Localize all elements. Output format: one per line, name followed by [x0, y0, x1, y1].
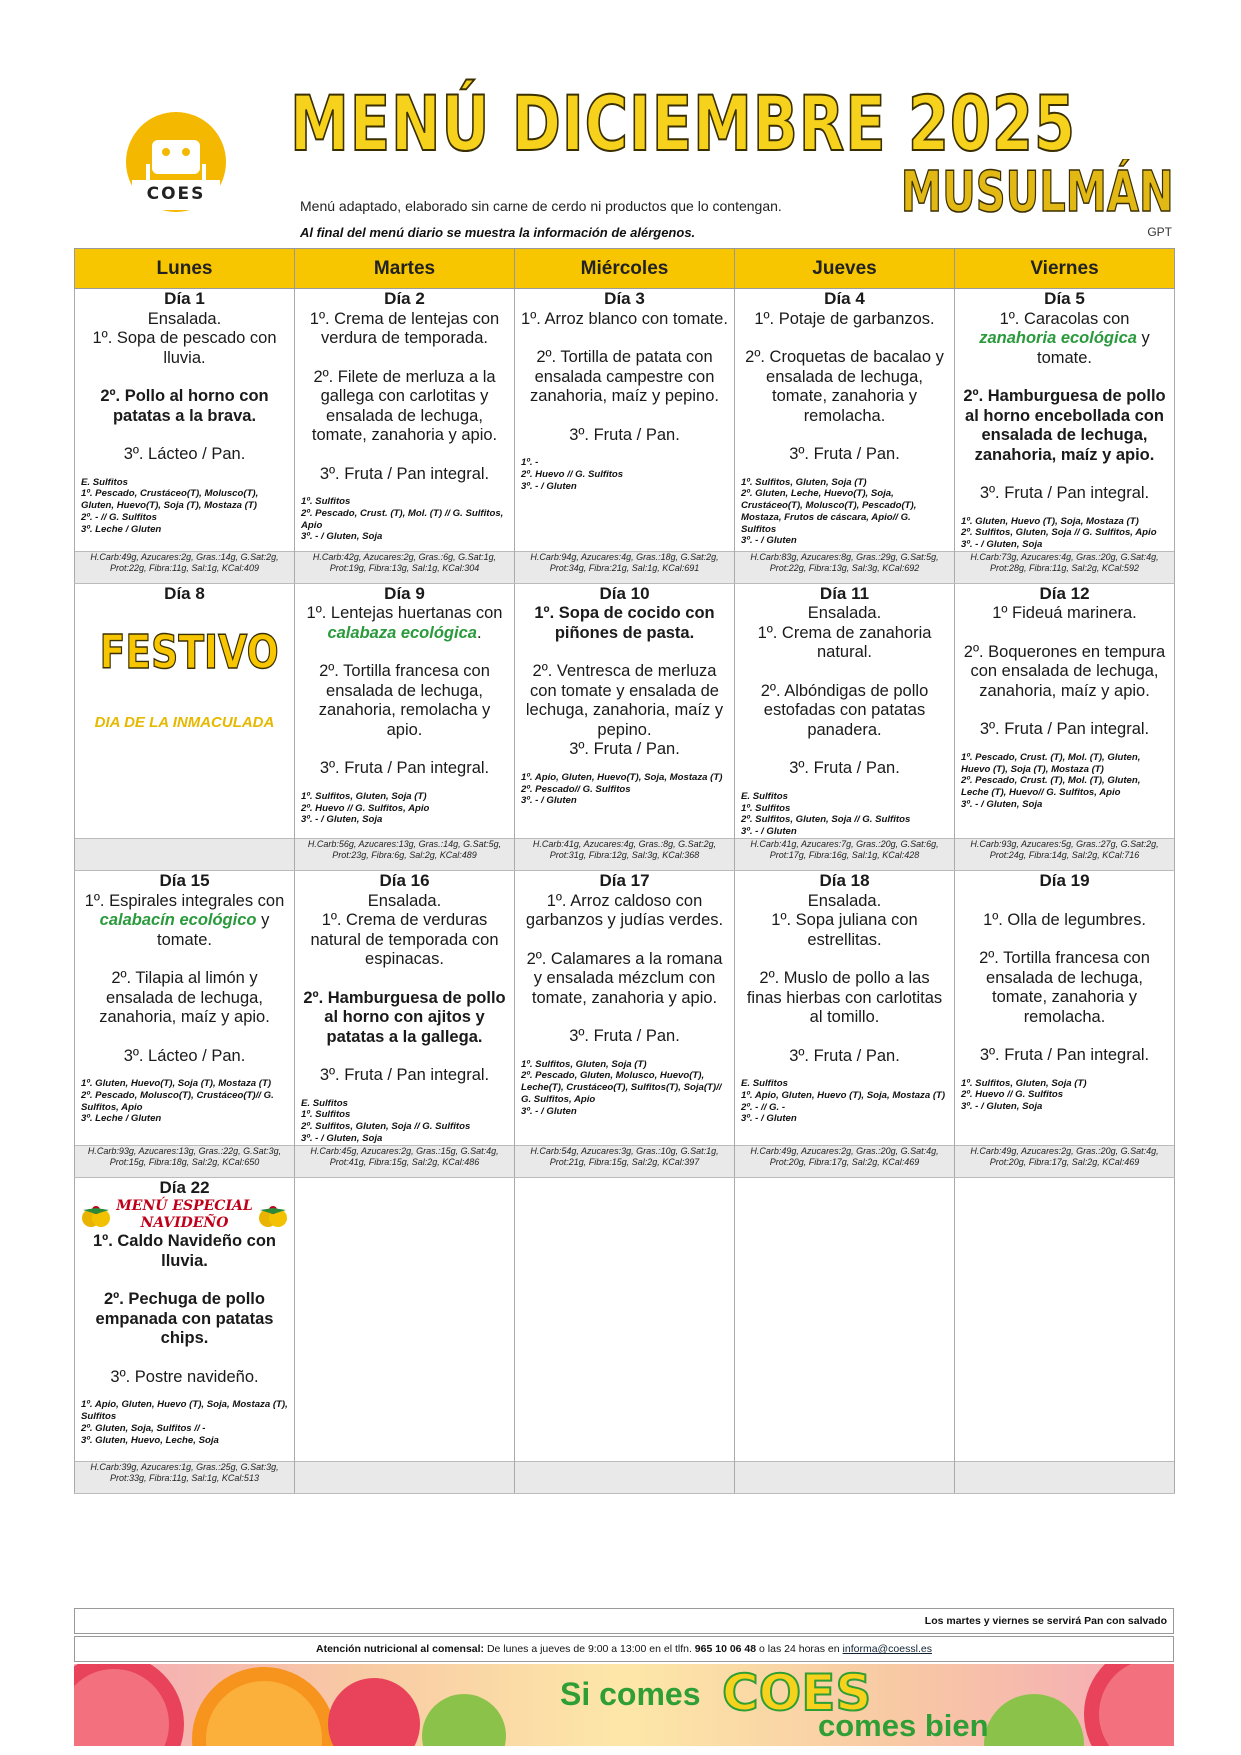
day-label: Día 9 — [384, 583, 425, 603]
allergen-block — [521, 1059, 728, 1118]
nutrition-info: H.Carb:94g, Azucares:4g, Gras.:18g, G.Sat:2g, Prot:34g, Fibra:21g, Sal:1g, KCal:691 — [530, 551, 719, 573]
allergen-line: 2º. Sulfitos, Gluten, Soja // G. Sulfitos — [741, 814, 911, 826]
spacer — [741, 426, 948, 445]
spacer — [961, 701, 1168, 720]
allergen-line: 2º. Sulfitos, Gluten, Soja // G. Sulfitos, Apio — [961, 527, 1157, 539]
spacer — [741, 329, 948, 348]
day-label: Día 5 — [1044, 289, 1085, 308]
day-cell — [75, 871, 295, 1146]
day-cell — [955, 583, 1175, 838]
spacer — [961, 624, 1168, 643]
allergen-block — [81, 1078, 288, 1125]
dish-line: 3º. Fruta / Pan. — [569, 1027, 680, 1046]
special-menu-banner — [81, 1198, 288, 1232]
nutrition-cell — [295, 551, 515, 583]
dish-line: Ensalada. — [147, 309, 222, 328]
spacer — [301, 1047, 508, 1066]
day-label: Día 3 — [604, 289, 645, 308]
eco-ingredient: zanahoria ecológica — [979, 329, 1137, 347]
day-cell — [735, 289, 955, 552]
menu-table — [74, 248, 1175, 1494]
allergen-line: 1º. Pescado, Crustáceo(T), Molusco(T), Gluten, Huevo(T), Soja (T), Mostaza (T) — [81, 488, 259, 512]
dish-line: 2º. Hamburguesa de pollo al horno con ajitos y patatas a la gallega. — [303, 988, 506, 1046]
day-cell — [515, 583, 735, 838]
dish-line: 2º. Pollo al horno con patatas a la brava. — [100, 387, 269, 425]
dish-line: 2º. Hamburguesa de pollo al horno encebollada con ensalada de lechuga, zanahoria, maíz y apio. — [963, 387, 1166, 464]
spacer — [301, 446, 508, 465]
day-cell — [515, 1177, 735, 1461]
allergen-line: 1º. Sulfitos, Gluten, Soja (T) — [741, 476, 867, 488]
spacer — [81, 1028, 288, 1047]
allergen-line: 3º. - / Gluten, Soja — [961, 539, 1043, 551]
allergen-line: E. Sulfitos — [741, 1078, 788, 1090]
dish-line: 2º. Boquerones en tempura con ensalada de lechuga, zanahoria, maíz y apio. — [963, 642, 1166, 700]
contact-email-link[interactable]: informa@coessl.es — [842, 1643, 932, 1655]
day-cell — [735, 583, 955, 838]
dish-line: 2º. Tortilla de patata con ensalada campestre con zanahoria, maíz y pepino. — [530, 348, 719, 405]
banner-text-si-comes: Si comes — [560, 1676, 701, 1712]
allergen-line: 1º. Gluten, Huevo(T), Soja (T), Mostaza (T) — [81, 1078, 272, 1090]
spacer — [521, 407, 728, 426]
dish-line: 1º. Arroz caldoso con garbanzos y judías verdes. — [525, 891, 724, 930]
allergen-line: 3º. - / Gluten, Soja — [301, 814, 383, 826]
allergen-block — [741, 1078, 948, 1125]
dish-line: 1º. Sopa juliana con estrellitas. — [771, 911, 918, 949]
logo-text: COES — [146, 184, 206, 204]
allergen-line: 1º. Sulfitos — [301, 496, 351, 507]
allergen-line: E. Sulfitos — [81, 476, 128, 488]
allergen-line: 2º. Gluten, Leche, Huevo(T), Soja, Crustáceo(T), Molusco(T), Pescado(T), Mostaza, Frutos de cáscara, Apio// G. Sulfitos — [741, 488, 917, 535]
dish-line: 3º. Fruta / Pan. — [569, 425, 680, 444]
nutrition-info: H.Carb:54g, Azucares:3g, Gras.:10g, G.Sat:1g, Prot:21g, Fibra:15g, Sal:2g, KCal:397 — [530, 1145, 719, 1167]
page-subtitle: MUSULMÁN — [901, 160, 1174, 225]
nutrition-info: H.Carb:49g, Azucares:2g, Gras.:20g, G.Sat:4g, Prot:20g, Fibra:17g, Sal:2g, KCal:469 — [750, 1145, 939, 1167]
dish-line: 1º. Espirales integrales con calabacín ecológico y tomate. — [84, 891, 285, 949]
day-label: Día 16 — [379, 871, 430, 891]
weekday-header: Viernes — [955, 249, 1175, 289]
allergen-block — [741, 791, 948, 838]
menu-week-row — [75, 1177, 1175, 1461]
spacer — [521, 329, 728, 348]
dish-line: 1º. Potaje de garbanzos. — [754, 309, 935, 328]
nutrition-row — [75, 1461, 1175, 1493]
day-label: Día 2 — [384, 289, 425, 308]
allergen-line: 2º. Pescado, Gluten, Molusco, Huevo(T), Leche(T), Crustáceo(T), Sulfitos(T), Soja(T)// G. Sulfitos, Apio — [521, 1070, 722, 1105]
dish-line: 1º. Crema de lentejas con verdura de temporada. — [309, 309, 500, 347]
day-cell — [515, 871, 735, 1146]
nutrition-row — [75, 551, 1175, 583]
nutrition-cell — [295, 1461, 515, 1493]
allergen-line: 1º. Sulfitos — [741, 802, 791, 814]
allergen-line: 3º. Leche / Gluten — [81, 1113, 162, 1125]
day-label: Día 19 — [1039, 871, 1090, 891]
nutrition-cell — [75, 551, 295, 583]
spacer — [741, 950, 948, 969]
dish-line: 1º. Caracolas con zanahoria ecológica y tomate. — [979, 309, 1150, 367]
holiday-label: FESTIVO — [99, 625, 279, 680]
dish-line: Ensalada. — [807, 891, 882, 910]
dish-line: 3º. Fruta / Pan integral. — [319, 759, 490, 778]
dish-line: 1º. Arroz blanco con tomate. — [521, 309, 728, 328]
contact-label: Atención nutricional al comensal: — [316, 1643, 485, 1655]
spacer — [741, 1028, 948, 1047]
day-cell — [955, 1177, 1175, 1461]
nutrition-info: H.Carb:39g, Azucares:1g, Gras.:25g, G.Sat:3g, Prot:33g, Fibra:11g, Sal:1g, KCal:513 — [90, 1461, 279, 1483]
nutrition-row — [75, 839, 1175, 871]
allergen-line: 3º. - / Gluten — [741, 1113, 797, 1125]
allergen-block — [301, 496, 508, 543]
dish-line: 2º. Croquetas de bacalao y ensalada de lechuga, tomate, zanahoria y remolacha. — [745, 348, 944, 425]
spacer — [301, 970, 508, 989]
day-label: Día 1 — [164, 289, 205, 308]
day-cell — [735, 871, 955, 1146]
page-title: MENÚ DICIEMBRE 2025 — [290, 79, 1076, 168]
nutrition-cell — [515, 1461, 735, 1493]
nutrition-cell — [295, 839, 515, 871]
dish-line: 2º. Tilapia al limón y ensalada de lechuga, zanahoria, maíz y apio. — [99, 969, 270, 1027]
allergen-line: 2º. Pescado// G. Sulfitos — [521, 783, 631, 795]
dish-line: 3º. Fruta / Pan. — [569, 740, 680, 759]
spacer — [521, 1008, 728, 1027]
nutrition-cell — [735, 839, 955, 871]
day-label: Día 12 — [1039, 583, 1090, 603]
dish-line: 1º. Olla de legumbres. — [983, 910, 1146, 929]
day-label: Día 11 — [819, 583, 870, 603]
allergen-block — [961, 516, 1168, 551]
nutrition-info: H.Carb:83g, Azucares:8g, Gras.:29g, G.Sat:5g, Prot:22g, Fibra:13g, Sal:3g, KCal:692 — [750, 551, 939, 573]
allergen-line: 2º. Huevo // G. Sulfitos — [521, 468, 624, 480]
spacer — [81, 1271, 288, 1290]
nutrition-info: H.Carb:41g, Azucares:7g, Gras.:20g, G.Sat:6g, Prot:17g, Fibra:16g, Sal:1g, KCal:428 — [750, 839, 939, 861]
nutrition-cell — [735, 1461, 955, 1493]
dish-line: 3º. Lácteo / Pan. — [123, 445, 246, 463]
dish-line: 1º. Sopa de cocido con piñones de pasta. — [534, 604, 715, 642]
allergen-block — [961, 1078, 1168, 1113]
nutrition-cell — [735, 1145, 955, 1177]
dish-line: 3º. Fruta / Pan integral. — [319, 1066, 490, 1085]
allergen-block — [301, 791, 508, 826]
nutrition-cell — [955, 551, 1175, 583]
nutrition-info: H.Carb:73g, Azucares:4g, Gras.:20g, G.Sat:4g, Prot:28g, Fibra:11g, Sal:2g, KCal:592 — [970, 551, 1159, 573]
spacer — [81, 950, 288, 969]
day-label: Día 8 — [164, 583, 205, 603]
allergen-line: 2º. Pescado, Crust. (T), Mol. (T) // G. Sulfitos, Apio — [301, 507, 504, 531]
weekday-header-row — [75, 249, 1175, 289]
allergen-line: 3º. Gluten, Huevo, Leche, Soja — [81, 1434, 219, 1446]
bread-note: Los martes y viernes se servirá Pan con salvado — [74, 1608, 1174, 1634]
day-cell — [295, 289, 515, 552]
day-cell — [295, 583, 515, 838]
special-menu-label: MENÚ ESPECIAL — [116, 1198, 253, 1215]
allergen-line: 2º. Gluten, Soja, Sulfitos // - — [81, 1422, 206, 1434]
dish-line: 2º. Calamares a la romana y ensalada mézclum con tomate, zanahoria y apio. — [526, 949, 723, 1007]
spacer — [961, 368, 1168, 387]
day-cell — [295, 1177, 515, 1461]
contact-text-2: o las 24 horas en — [759, 1643, 840, 1655]
nutrition-row — [75, 1145, 1175, 1177]
menu-code: GPT — [1147, 225, 1172, 239]
allergen-line: 3º. Leche / Gluten — [81, 523, 162, 535]
allergen-line: 3º. - / Gluten — [521, 1105, 577, 1117]
day-label: Día 15 — [159, 871, 210, 891]
day-label: Día 18 — [819, 871, 870, 891]
nutrition-info: H.Carb:45g, Azucares:2g, Gras.:15g, G.Sat:4g, Prot:41g, Fibra:15g, Sal:2g, KCal:486 — [310, 1145, 499, 1167]
allergen-block — [301, 1098, 508, 1145]
day-cell — [955, 871, 1175, 1146]
day-cell — [515, 289, 735, 552]
allergen-block — [961, 752, 1168, 811]
dish-line: 3º. Postre navideño. — [110, 1367, 259, 1386]
spacer — [521, 931, 728, 950]
dish-line: 3º. Fruta / Pan. — [789, 1046, 900, 1065]
allergen-line: E. Sulfitos — [301, 1097, 348, 1109]
allergen-line: 2º. Huevo // G. Sulfitos, Apio — [301, 802, 430, 814]
spacer — [81, 426, 288, 445]
nutrition-cell — [515, 551, 735, 583]
nutrition-cell — [75, 1461, 295, 1493]
allergen-line: 1º. - — [521, 457, 539, 468]
day-cell — [75, 583, 295, 838]
dish-line: 1º. Sopa de pescado con lluvia. — [92, 329, 277, 367]
day-label: Día 22 — [159, 1177, 210, 1197]
weekday-header: Martes — [295, 249, 515, 289]
day-label: Día 17 — [599, 871, 650, 891]
nutrition-cell — [75, 839, 295, 871]
allergen-line: 2º. Sulfitos, Gluten, Soja // G. Sulfitos — [301, 1121, 471, 1133]
allergen-block — [81, 477, 288, 536]
allergen-line: 2º. - // G. - — [741, 1101, 786, 1113]
dish-line: Ensalada. — [367, 891, 442, 910]
dish-line: 1º. Caldo Navideño con lluvia. — [93, 1232, 276, 1270]
banner-text-comes-bien: comes bien — [818, 1708, 989, 1743]
nutrition-info: H.Carb:93g, Azucares:13g, Gras.:22g, G.Sat:3g, Prot:15g, Fibra:18g, Sal:2g, KCal:650 — [87, 1145, 282, 1167]
spacer — [301, 740, 508, 759]
day-cell — [75, 1177, 295, 1461]
day-cell — [735, 1177, 955, 1461]
spacer — [961, 465, 1168, 484]
special-menu-label: NAVIDEÑO — [140, 1215, 229, 1232]
spacer — [301, 349, 508, 368]
menu-week-row — [75, 583, 1175, 838]
allergen-line: 3º. - / Gluten — [741, 826, 797, 838]
spacer — [521, 643, 728, 662]
dish-line: 3º. Fruta / Pan integral. — [979, 484, 1150, 502]
allergen-block — [81, 1399, 288, 1446]
nutrition-cell — [295, 1145, 515, 1177]
allergen-line: 2º. - // G. Sulfitos — [81, 511, 157, 523]
nutrition-cell — [515, 839, 735, 871]
allergen-line: 1º. Sulfitos — [301, 1109, 351, 1121]
menu-body — [75, 289, 1175, 1494]
spacer — [741, 740, 948, 759]
allergen-line: 1º. Apio, Gluten, Huevo (T), Soja, Mostaza (T) — [741, 1089, 946, 1101]
day-label: Día 4 — [824, 289, 865, 308]
contact-phone: 965 10 06 48 — [694, 1643, 757, 1655]
allergen-line: 3º. - / Gluten — [521, 480, 577, 492]
nutrition-cell — [515, 1145, 735, 1177]
dish-line: 2º. Tortilla francesa con ensalada de lechuga, tomate, zanahoria y remolacha. — [979, 949, 1150, 1026]
menu-note: Menú adaptado, elaborado sin carne de cerdo ni productos que lo contengan. — [300, 198, 782, 214]
spacer — [301, 643, 508, 662]
allergen-line: E. Sulfitos — [741, 790, 788, 802]
nutrition-cell — [955, 839, 1175, 871]
dish-line: 1º Fideuá marinera. — [992, 604, 1137, 623]
nutrition-info: H.Carb:42g, Azucares:2g, Gras.:6g, G.Sat:1g, Prot:19g, Fibra:13g, Sal:1g, KCal:304 — [312, 551, 497, 573]
nutrition-cell — [955, 1461, 1175, 1493]
eco-ingredient: calabaza ecológica — [327, 623, 477, 642]
allergen-line: 3º. - / Gluten, Soja — [301, 531, 383, 543]
spacer — [81, 1349, 288, 1368]
spacer — [961, 892, 1168, 911]
allergen-block — [741, 477, 948, 548]
nutrition-info: H.Carb:56g, Azucares:13g, Gras.:14g, G.Sat:5g, Prot:23g, Fibra:6g, Sal:2g, KCal:489 — [307, 839, 502, 861]
allergen-line: 1º. Pescado, Crust. (T), Mol. (T), Gluten, Huevo (T), Soja (T), Mostaza (T) — [961, 751, 1141, 775]
dish-line: 2º. Muslo de pollo a las finas hierbas con carlotitas al tomillo. — [746, 969, 943, 1027]
allergen-line: 2º. Huevo // G. Sulfitos — [961, 1089, 1064, 1101]
page-header — [74, 80, 1174, 250]
dish-line: 3º. Fruta / Pan. — [789, 759, 900, 778]
allergen-block — [521, 457, 728, 492]
dish-line: 3º. Fruta / Pan integral. — [979, 1046, 1150, 1065]
allergen-line: 3º. - / Gluten — [741, 535, 797, 547]
dish-line: 2º. Filete de merluza a la gallega con carlotitas y ensalada de lechuga, tomate, zanahoria y apio. — [311, 367, 498, 444]
spacer — [961, 930, 1168, 949]
eco-ingredient: calabacín ecológico — [99, 911, 257, 930]
contact-info — [74, 1636, 1174, 1662]
weekday-header: Miércoles — [515, 249, 735, 289]
spacer — [961, 1027, 1168, 1046]
dish-line: 3º. Fruta / Pan. — [789, 445, 900, 463]
allergen-line: 3º. - / Gluten — [521, 795, 577, 807]
coes-banner — [74, 1664, 1174, 1746]
dish-line: 2º. Tortilla francesa con ensalada de lechuga, zanahoria, remolacha y apio. — [318, 662, 491, 739]
weekday-header: Lunes — [75, 249, 295, 289]
allergen-line: 2º. Pescado, Crust. (T), Mol. (T), Gluten, Leche (T), Huevo// G. Sulfitos, Apio — [961, 775, 1141, 799]
day-cell — [955, 289, 1175, 552]
dish-line: 2º. Albóndigas de pollo estofadas con patatas panadera. — [760, 681, 929, 739]
menu-week-row — [75, 289, 1175, 552]
dish-line: 3º. Fruta / Pan integral. — [319, 464, 490, 483]
allergen-line: 3º. - / Gluten, Soja — [961, 799, 1043, 811]
allergen-line: 2º. Pescado, Molusco(T), Crustáceo(T)// G. Sulfitos, Apio — [81, 1089, 274, 1113]
menu-week-row — [75, 871, 1175, 1146]
nutrition-info: H.Carb:93g, Azucares:5g, Gras.:27g, G.Sat:2g, Prot:24g, Fibra:14g, Sal:2g, KCal:716 — [970, 839, 1159, 861]
weekday-header: Jueves — [735, 249, 955, 289]
nutrition-info: H.Carb:49g, Azucares:2g, Gras.:20g, G.Sat:4g, Prot:20g, Fibra:17g, Sal:2g, KCal:469 — [970, 1145, 1159, 1167]
spacer — [81, 368, 288, 387]
allergen-block — [521, 772, 728, 807]
day-cell — [295, 871, 515, 1146]
dish-line: 1º. Lentejas huertanas con calabaza ecológica. — [306, 604, 503, 642]
day-cell — [75, 289, 295, 552]
allergen-line: 1º. Gluten, Huevo (T), Soja, Mostaza (T) — [961, 515, 1139, 527]
allergen-line: 3º. - / Gluten, Soja — [961, 1101, 1043, 1113]
dish-line: 3º. Fruta / Pan integral. — [979, 720, 1150, 739]
nutrition-cell — [75, 1145, 295, 1177]
banner-text-coes: COES — [722, 1664, 872, 1722]
holiday-name: DIA DE LA INMACULADA — [94, 713, 275, 731]
allergen-line: 1º. Apio, Gluten, Huevo (T), Soja, Mostaza (T), Sulfitos — [81, 1399, 288, 1423]
dish-line: 3º. Lácteo / Pan. — [123, 1046, 246, 1065]
allergen-line: 1º. Apio, Gluten, Huevo(T), Soja, Mostaza (T) — [521, 771, 723, 783]
dish-line: Ensalada. — [807, 604, 882, 623]
coes-logo — [122, 112, 230, 222]
dish-line: 2º. Pechuga de pollo empanada con patatas chips. — [95, 1290, 274, 1348]
christmas-bell-icon — [79, 1202, 113, 1242]
day-label: Día 10 — [599, 583, 650, 603]
dish-line: 1º. Crema de zanahoria natural. — [757, 623, 932, 662]
nutrition-cell — [955, 1145, 1175, 1177]
allergen-note: Al final del menú diario se muestra la información de alérgenos. — [300, 225, 696, 240]
nutrition-info: H.Carb:49g, Azucares:2g, Gras.:14g, G.Sat:2g, Prot:22g, Fibra:11g, Sal:1g, KCal:409 — [90, 551, 279, 573]
dish-line: 1º. Crema de verduras natural de temporada con espinacas. — [310, 911, 499, 969]
allergen-line: 3º. - / Gluten, Soja — [301, 1132, 383, 1144]
spacer — [741, 663, 948, 682]
nutrition-cell — [735, 551, 955, 583]
allergen-line: 1º. Sulfitos, Gluten, Soja (T) — [521, 1058, 647, 1070]
nutrition-info: H.Carb:41g, Azucares:4g, Gras.:8g, G.Sat:2g, Prot:31g, Fibra:12g, Sal:3g, KCal:368 — [532, 839, 717, 861]
allergen-line: 1º. Sulfitos, Gluten, Soja (T) — [961, 1077, 1087, 1089]
dish-line: 2º. Ventresca de merluza con tomate y ensalada de lechuga, zanahoria, maíz y pepino. — [525, 662, 724, 739]
christmas-bell-icon — [256, 1202, 290, 1242]
allergen-line: 1º. Sulfitos, Gluten, Soja (T) — [301, 790, 427, 802]
contact-text: De lunes a jueves de 9:00 a 13:00 en el tlfn. — [486, 1643, 692, 1655]
